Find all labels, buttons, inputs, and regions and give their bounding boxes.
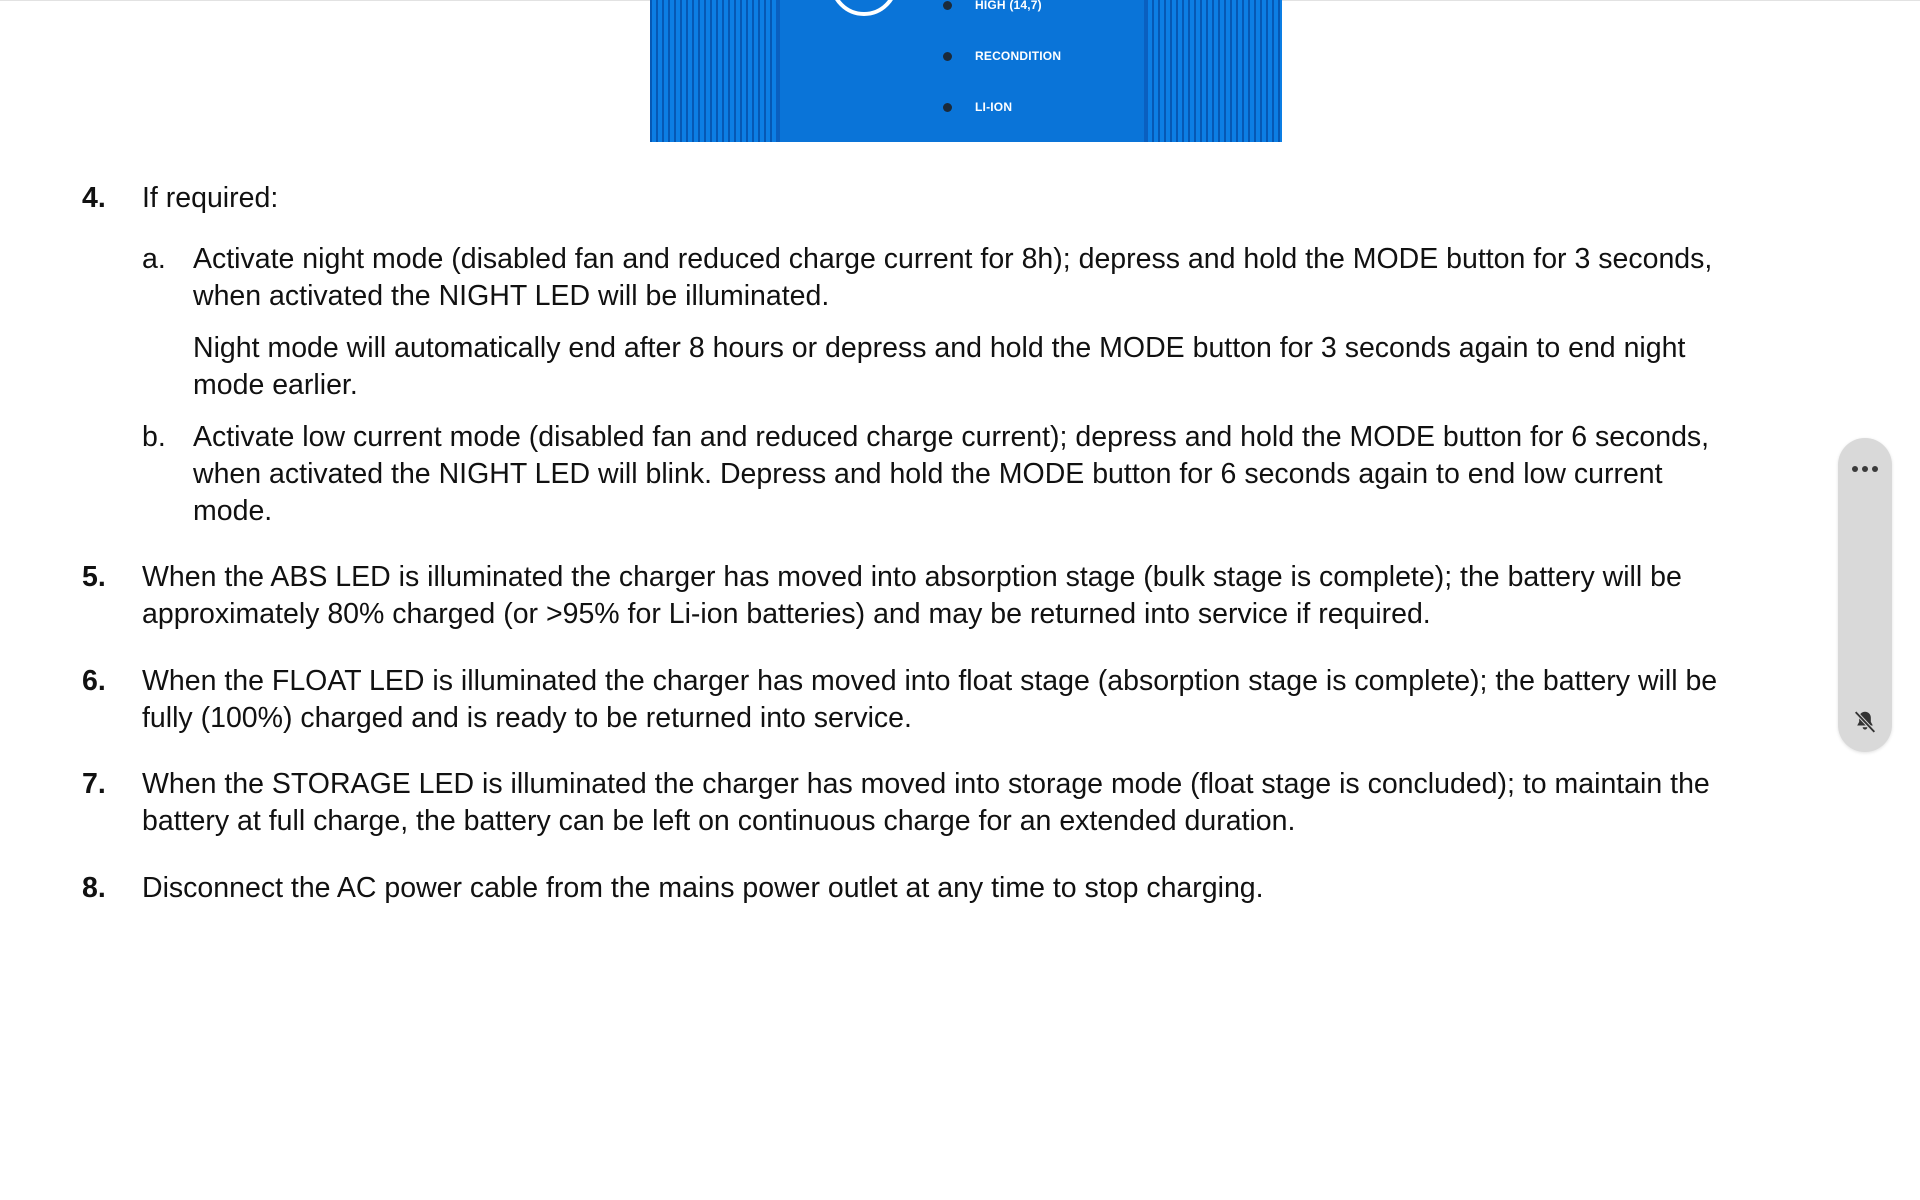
bell-off-icon (1851, 708, 1879, 736)
step-text (142, 766, 1802, 840)
more-horizontal-icon (1852, 466, 1858, 472)
text-line: fully (100%) charged and is ready to be returned into service. (142, 702, 912, 734)
floating-side-toolbar (1838, 438, 1892, 752)
substep-label: b. (142, 421, 166, 453)
step-text (142, 870, 1802, 907)
text-line: When the ABS LED is illuminated the charger has moved into absorption stage (bulk stage is complete); the battery will be (142, 561, 1682, 593)
more-horizontal-icon-dot (1872, 466, 1878, 472)
step-number: 8. (82, 872, 106, 904)
text-line: Activate low current mode (disabled fan and reduced charge current); depress and hold the MODE button for 6 seconds, (193, 421, 1710, 453)
text-line: When the STORAGE LED is illuminated the charger has moved into storage mode (float stage is concluded); to maintain the (142, 768, 1710, 800)
more-horizontal-icon-dot (1862, 466, 1868, 472)
text-line: when activated the NIGHT LED will be illuminated. (193, 280, 830, 312)
step-number: 6. (82, 665, 106, 697)
more-options-button[interactable] (1849, 454, 1881, 484)
substep-text (193, 241, 1803, 315)
text-line: mode earlier. (193, 369, 358, 401)
led-label: LI-ION (975, 100, 1013, 114)
text-line: Night mode will automatically end after 8 hours or depress and hold the MODE button for 3 seconds again to end night (193, 332, 1686, 364)
text-line: approximately 80% charged (or >95% for Li-ion batteries) and may be returned into service if required. (142, 598, 1431, 630)
step-text (142, 663, 1802, 737)
mute-notifications-button[interactable] (1851, 708, 1879, 736)
step-text (142, 559, 1802, 633)
step-text: If required: (142, 182, 279, 214)
text-line: When the FLOAT LED is illuminated the charger has moved into float stage (absorption stage is complete); the battery will be (142, 665, 1718, 697)
text-line: Activate night mode (disabled fan and reduced charge current for 8h); depress and hold the MODE button for 3 seconds, (193, 243, 1713, 275)
substep-label: a. (142, 243, 166, 275)
text-line: mode. (193, 495, 273, 527)
text-line: Disconnect the AC power cable from the mains power outlet at any time to stop charging. (142, 872, 1264, 904)
substep-note (193, 330, 1803, 404)
led-label: RECONDITION (975, 49, 1062, 63)
text-line: battery at full charge, the battery can be left on continuous charge for an extended duration. (142, 805, 1296, 837)
step-number: 4. (82, 182, 106, 214)
led-label: HIGH (14,7) (975, 0, 1042, 12)
substep-text (193, 419, 1803, 530)
step-number: 5. (82, 561, 106, 593)
text-line: when activated the NIGHT LED will blink. Depress and hold the MODE button for 6 seconds again to end low current (193, 458, 1663, 490)
step-number: 7. (82, 768, 106, 800)
